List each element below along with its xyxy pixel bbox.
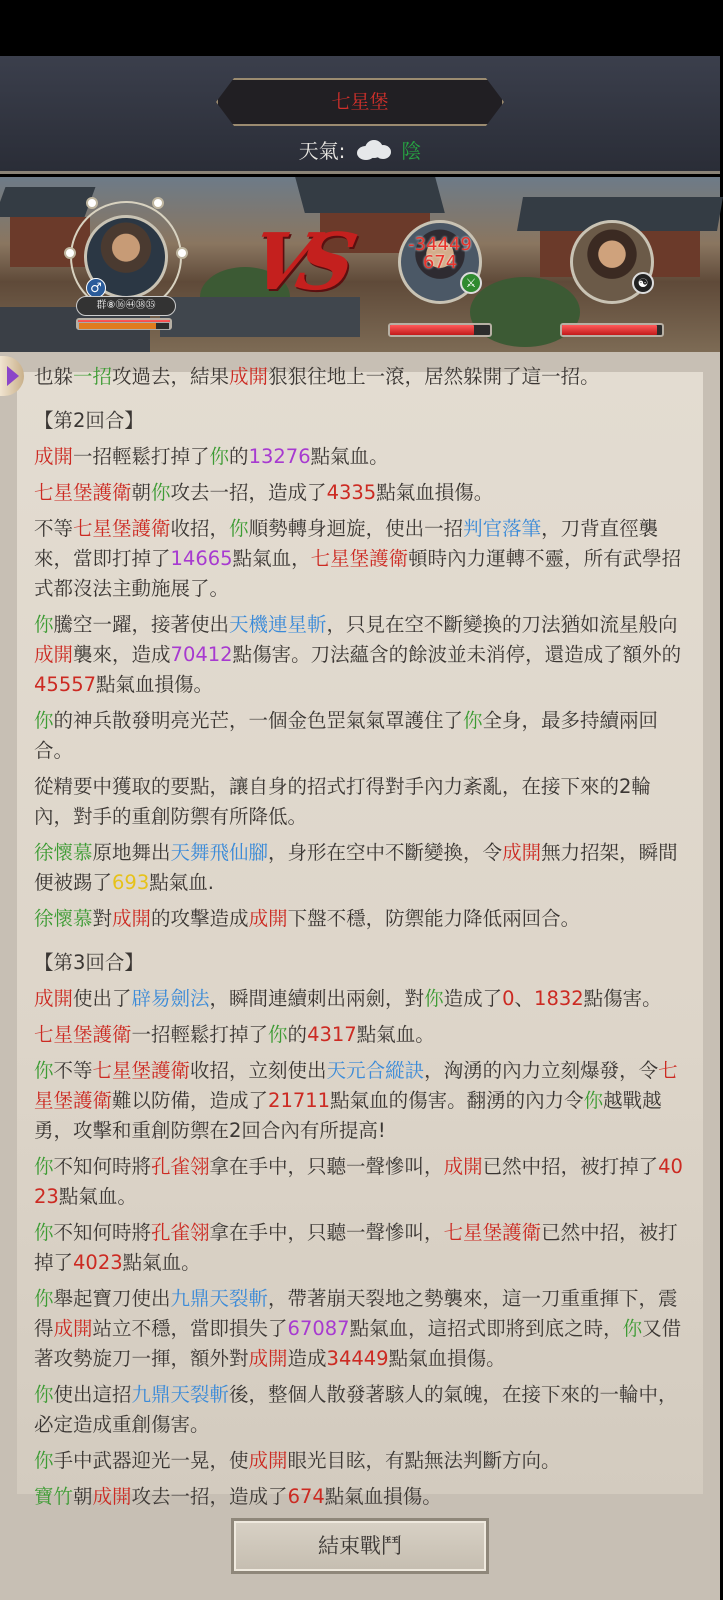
vs-mark: VS — [242, 217, 351, 308]
log-segment: 攻去一招，造成了 — [131, 1485, 288, 1508]
log-segment: 13276 — [248, 445, 311, 468]
log-segment: 成開 — [34, 987, 74, 1010]
log-segment: 朝 — [73, 1485, 93, 1508]
log-segment: 攻過去，結果 — [112, 365, 230, 388]
log-segment: 騰空一躍，接著使出 — [53, 613, 230, 636]
log-segment: 七星堡護衛 — [34, 1023, 132, 1046]
log-segment: 4317 — [307, 1023, 357, 1046]
log-segment: ，身形在空中不斷變換，令 — [268, 841, 503, 864]
log-segment: 天機連星斬 — [229, 613, 327, 636]
log-segment: 後，整個人散發著駭人的氣魄，在接下來的一輪中，必定造成重創傷害。 — [34, 1383, 678, 1436]
log-segment: 成開 — [248, 1449, 288, 1472]
log-segment: 一招輕鬆打掉了 — [73, 445, 210, 468]
log-segment: 0 — [502, 987, 515, 1010]
log-segment: 原地舞出 — [92, 841, 171, 864]
weather-value: 陰 — [401, 138, 422, 163]
log-segment: 又借著攻勢旋刀一揮，額外對 — [34, 1317, 682, 1370]
log-segment: 成開 — [443, 1155, 483, 1178]
log-segment: 45557 — [34, 673, 97, 696]
log-segment: 越戰越勇，攻擊和重創防禦在2回合內有所提高! — [34, 1089, 662, 1142]
cloud-icon — [353, 138, 393, 160]
log-segment: 成開 — [92, 1485, 132, 1508]
log-segment: 點氣血. — [149, 871, 214, 894]
log-segment: ，只見在空不斷變換的刀法猶如流星般向 — [326, 613, 678, 636]
log-segment: 你 — [424, 987, 444, 1010]
log-segment: 七星堡護衛 — [73, 517, 171, 540]
log-segment: 已然中招，被打掉了 — [482, 1155, 659, 1178]
weather-row — [0, 134, 720, 164]
log-segment: 造成 — [287, 1347, 327, 1370]
log-segment: 拿在手中，只聽一聲慘叫， — [209, 1221, 444, 1244]
log-segment: 九鼎天裂斬 — [131, 1383, 230, 1406]
log-segment: 七星堡護衛 — [34, 481, 132, 504]
log-segment: 造成了 — [443, 987, 503, 1010]
location-header — [0, 56, 720, 174]
log-segment: 收招， — [170, 517, 230, 540]
log-segment: 點氣血，這招式即將到底之時， — [349, 1317, 623, 1340]
log-segment: 使出這招 — [53, 1383, 132, 1406]
log-segment: 點氣血損傷。 — [96, 673, 214, 696]
log-segment: 你 — [34, 709, 54, 732]
log-entry — [34, 904, 686, 934]
log-segment: 點氣血。 — [356, 1023, 435, 1046]
log-segment: 成開 — [53, 1317, 93, 1340]
log-segment: 攻去一招，造成了 — [170, 481, 327, 504]
log-segment: 從精要中獲取的要點，讓自身的招式打得對手內力紊亂，在接下來的2輪內，對手的重創防禦有所降低。 — [34, 775, 651, 828]
log-segment: 成開 — [34, 643, 74, 666]
log-segment: 順勢轉身迴旋，使出一招 — [248, 517, 464, 540]
log-segment: 點氣血損傷。 — [324, 1485, 442, 1508]
log-entry — [34, 1020, 686, 1050]
log-segment: 舉起寶刀使出 — [53, 1287, 171, 1310]
log-segment: 襲來，造成 — [73, 643, 171, 666]
log-segment: 無力招架，瞬間便被踢了 — [34, 841, 678, 894]
log-entry — [34, 1482, 686, 1512]
log-segment: ，帶著崩天裂地之勢襲來，這一刀重重揮下，震得 — [34, 1287, 678, 1340]
log-segment: 成開 — [502, 841, 542, 864]
log-segment: 一招 — [73, 365, 113, 388]
player-badge: 群⑧⑯㊹㊳㉟ — [76, 296, 176, 316]
log-segment: 點傷害。 — [583, 987, 662, 1010]
log-segment: 點氣血。 — [310, 445, 389, 468]
log-segment: 七星堡護衛 — [310, 547, 409, 570]
log-segment: 全身，最多持續兩回合。 — [34, 709, 659, 762]
status-bar — [0, 0, 720, 56]
player-energy-bar — [78, 322, 170, 330]
log-segment: 難以防備，造成了 — [112, 1089, 269, 1112]
log-entry — [34, 772, 686, 832]
log-entry — [34, 838, 686, 898]
log-segment: 的 — [287, 1023, 308, 1046]
weather-label: 天氣: — [298, 138, 346, 163]
log-entry — [34, 706, 686, 766]
log-entry — [34, 478, 686, 508]
log-segment: 也躲 — [34, 365, 74, 388]
log-segment: 70412 — [170, 643, 233, 666]
log-segment: 孔雀翎 — [151, 1221, 210, 1244]
log-segment: 使出了 — [73, 987, 132, 1010]
male-icon: ♂ — [86, 278, 106, 298]
log-round-header: 【第3回合】 — [34, 951, 144, 974]
log-segment: 點氣血， — [232, 547, 311, 570]
log-segment: 674 — [287, 1485, 325, 1508]
log-segment: 你 — [209, 445, 230, 468]
log-segment: 天舞飛仙腳 — [170, 841, 269, 864]
player-energy-fill — [79, 323, 156, 329]
log-entry — [34, 1056, 686, 1146]
log-segment: 點氣血損傷。 — [388, 1347, 506, 1370]
log-segment: 你 — [463, 709, 483, 732]
log-segment: 成開 — [248, 1347, 288, 1370]
log-segment: 判官落筆 — [463, 517, 542, 540]
log-entry — [34, 362, 686, 392]
log-entry — [34, 984, 686, 1014]
log-segment: 不等 — [53, 1059, 93, 1082]
battle-log-area — [0, 352, 720, 1600]
log-segment: 你 — [583, 1089, 604, 1112]
log-segment: 成開 — [34, 445, 74, 468]
log-entry — [34, 1284, 686, 1374]
log-segment: 你 — [229, 517, 249, 540]
log-entry — [34, 610, 686, 700]
log-segment: 你 — [34, 1287, 54, 1310]
log-segment: 你 — [34, 1221, 54, 1244]
log-segment: 你 — [34, 613, 54, 636]
log-segment: 眼光目眩，有點無法判斷方向。 — [287, 1449, 561, 1472]
log-segment: 成開 — [229, 365, 269, 388]
enemy-2-hp-fill — [562, 325, 657, 335]
log-segment: 一招輕鬆打掉了 — [131, 1023, 269, 1046]
log-segment: 拿在手中，只聽一聲慘叫， — [209, 1155, 444, 1178]
log-entry — [34, 1446, 686, 1476]
log-segment: 你 — [34, 1059, 54, 1082]
log-segment: 你 — [622, 1317, 643, 1340]
log-segment: 不等 — [34, 517, 74, 540]
log-segment: 693 — [112, 871, 150, 894]
log-segment: 天元合縱訣 — [326, 1059, 425, 1082]
log-segment: 你 — [151, 481, 171, 504]
battle-log-panel[interactable] — [17, 365, 703, 1508]
log-segment: 67087 — [287, 1317, 350, 1340]
log-segment: 已然中招，被打掉了 — [34, 1221, 678, 1274]
log-segment: 對 — [92, 907, 113, 930]
log-segment: 的攻擊造成 — [151, 907, 249, 930]
log-entry — [34, 1152, 686, 1212]
log-segment: 點氣血。 — [122, 1251, 201, 1274]
yin-yang-icon: ☯ — [632, 272, 654, 294]
log-segment: 你 — [268, 1023, 288, 1046]
log-segment: ，瞬間連續刺出兩劍，對 — [209, 987, 425, 1010]
log-segment: 的 — [229, 445, 249, 468]
log-segment: 你 — [34, 1449, 54, 1472]
log-segment: 九鼎天裂斬 — [170, 1287, 269, 1310]
battle-log-content — [34, 356, 686, 1512]
log-segment: 點氣血損傷。 — [376, 481, 494, 504]
log-segment: ，刀背直徑襲來，當即打掉了 — [34, 517, 659, 570]
log-entry — [34, 514, 686, 604]
log-segment: 七星堡護衛 — [34, 1059, 678, 1112]
log-segment: 收招，立刻使出 — [190, 1059, 327, 1082]
log-segment: 狠狠往地上一滾，居然躲開了這一招。 — [268, 365, 600, 388]
log-segment: 手中武器迎光一晃，使 — [53, 1449, 249, 1472]
log-segment: 頓時內力運轉不靈，所有武學招式都沒法主動施展了。 — [34, 547, 682, 600]
log-segment: 點傷害。刀法蘊含的餘波並未消停，還造成了額外的 — [232, 643, 682, 666]
log-entry — [34, 1380, 686, 1440]
log-entry — [34, 442, 686, 472]
log-segment: ，洶湧的內力立刻爆發，令 — [424, 1059, 659, 1082]
log-segment: 朝 — [131, 481, 152, 504]
log-segment: 辟易劍法 — [131, 987, 210, 1010]
log-segment: 七星堡護衛 — [443, 1221, 542, 1244]
log-segment: 徐懷慕 — [34, 907, 93, 930]
log-segment: 34449 — [326, 1347, 389, 1370]
location-title: 七星堡 — [331, 91, 389, 113]
log-segment: 站立不穩，當即損失了 — [92, 1317, 288, 1340]
log-segment: 4023 — [73, 1251, 123, 1274]
log-segment: 14665 — [170, 547, 233, 570]
log-entry — [34, 1218, 686, 1278]
log-round-header: 【第2回合】 — [34, 409, 144, 432]
log-segment: 21711 — [268, 1089, 331, 1112]
log-segment: 4023 — [34, 1155, 683, 1208]
log-segment: 、 — [514, 987, 535, 1010]
end-battle-button[interactable]: 結束戰鬥 — [231, 1518, 489, 1574]
enemy-1-hp-fill — [390, 325, 474, 335]
log-segment: 你 — [34, 1155, 54, 1178]
log-segment: 孔雀翎 — [151, 1155, 210, 1178]
log-segment: 下盤不穩，防禦能力降低兩回合。 — [287, 907, 581, 930]
log-segment: 4335 — [326, 481, 377, 504]
log-segment: 點氣血的傷害。翻湧的內力令 — [330, 1089, 584, 1112]
log-segment: 點氣血。 — [58, 1185, 137, 1208]
log-segment: 不知何時將 — [53, 1155, 152, 1178]
log-segment: 寶竹 — [34, 1485, 74, 1508]
log-segment: 徐懷慕 — [34, 841, 93, 864]
log-segment: 七星堡護衛 — [92, 1059, 191, 1082]
chevron-right-icon — [7, 366, 19, 386]
log-segment: 成開 — [112, 907, 152, 930]
enemy-1-hp-bar — [388, 323, 492, 337]
log-segment: 1832 — [534, 987, 584, 1010]
damage-float: -34449 674 — [408, 234, 472, 273]
log-segment: 成開 — [248, 907, 288, 930]
enemy-2-hp-bar — [560, 323, 664, 337]
log-segment: 不知何時將 — [53, 1221, 152, 1244]
log-segment: 的神兵散發明亮光芒，一個金色罡氣氣罩護住了 — [53, 709, 464, 732]
log-segment: 你 — [34, 1383, 54, 1406]
sword-icon: ⚔ — [460, 272, 482, 294]
